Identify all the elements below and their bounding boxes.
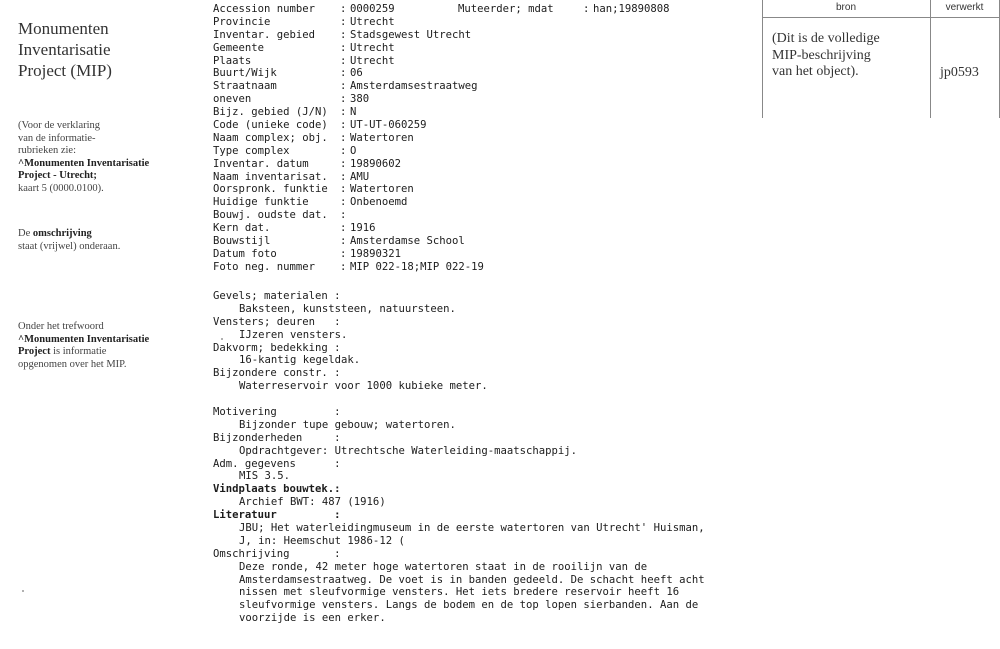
vensters-text: IJzeren vensters. bbox=[239, 328, 348, 341]
mip-title-line: Inventarisatie bbox=[18, 40, 111, 59]
literatuur-text: J, in: Heemschut 1986-12 ( bbox=[239, 534, 405, 547]
record-colon: : bbox=[340, 28, 347, 41]
motivering-heading: Motivering : bbox=[213, 406, 341, 419]
record-label: Inventar. gebied bbox=[213, 28, 316, 41]
record-colon: : bbox=[340, 106, 347, 119]
legend-note bbox=[18, 120, 193, 195]
record-label: Straatnaam bbox=[213, 80, 277, 93]
record-row bbox=[213, 106, 758, 119]
verwerkt-column-header: verwerkt bbox=[945, 2, 984, 13]
record-label: Type complex bbox=[213, 144, 290, 157]
bron-cell-line: (Dit is de volledige bbox=[772, 31, 880, 46]
sidebar bbox=[18, 18, 193, 370]
bijzonderheden-heading: Bijzonderheden : bbox=[213, 431, 341, 444]
record-label: Kern dat. bbox=[213, 222, 271, 235]
bijzondere-constr-heading: Bijzondere constr. : bbox=[213, 367, 341, 380]
record-row bbox=[213, 119, 758, 132]
keyword-note bbox=[18, 321, 193, 371]
record-label: Bijz. gebied (J/N) bbox=[213, 106, 328, 119]
record-row bbox=[213, 145, 758, 158]
record-row bbox=[213, 67, 758, 80]
mip-title-line: Project (MIP) bbox=[18, 61, 112, 80]
omschrijving-text: sleufvormige vensters. Langs de bodem en de top lopen sierbanden. Aan de bbox=[239, 599, 699, 612]
gevels-text: Baksteen, kunststeen, natuursteen. bbox=[239, 302, 456, 315]
record-value: 19890321 bbox=[350, 247, 402, 260]
record-colon: : bbox=[340, 131, 347, 144]
legend-note-line: (Voor de verklaring bbox=[18, 120, 101, 131]
record-colon: : bbox=[340, 247, 347, 260]
vindplaats-text: Archief BWT: 487 (1916) bbox=[239, 496, 386, 509]
record-colon: : bbox=[340, 222, 347, 235]
record-label: Oorspronk. funktie bbox=[213, 183, 328, 196]
record-row bbox=[213, 222, 758, 235]
description-note-bold: omschrijving bbox=[32, 228, 92, 239]
record-value: Amsterdamsestraatweg bbox=[350, 80, 478, 93]
motivering-text: Bijzonder tupe gebouw; watertoren. bbox=[239, 418, 456, 431]
omschrijving-text: nissen met sleufvormige vensters. Het iets bredere reservoir heeft 16 bbox=[239, 586, 680, 599]
record-colon: : bbox=[340, 235, 347, 248]
record-row bbox=[213, 132, 758, 145]
record-value: N bbox=[350, 106, 357, 119]
record-colon: : bbox=[340, 170, 347, 183]
record-row bbox=[213, 261, 758, 274]
muteerder-value: han;19890808 bbox=[593, 3, 670, 15]
legend-note-ref: Project - Utrecht; bbox=[18, 170, 97, 181]
record-row bbox=[213, 209, 758, 222]
record-colon: : bbox=[340, 41, 347, 54]
record-value: O bbox=[350, 144, 357, 157]
mip-title-line: Monumenten bbox=[18, 19, 109, 38]
gevels-heading: Gevels; materialen : bbox=[213, 290, 341, 302]
record-value: Utrecht bbox=[350, 15, 395, 28]
record-value: Utrecht bbox=[350, 54, 395, 67]
legend-note-line: kaart 5 (0000.0100). bbox=[18, 182, 104, 194]
omschrijving-heading: Omschrijving : bbox=[213, 547, 341, 560]
record-label: Provincie bbox=[213, 15, 271, 28]
keyword-note-line: opgenomen over het MIP. bbox=[18, 358, 127, 370]
record-label: Naam complex; obj. bbox=[213, 131, 328, 144]
record-label: Bouwj. oudste dat. bbox=[213, 209, 328, 222]
keyword-note-rest: is informatie bbox=[50, 346, 107, 357]
record-row bbox=[213, 42, 758, 55]
record-value: 06 bbox=[350, 67, 363, 80]
record-colon: : bbox=[340, 196, 347, 209]
record-colon: : bbox=[340, 3, 347, 15]
record-colon: : bbox=[340, 209, 347, 222]
record-sections bbox=[213, 290, 753, 625]
mip-title bbox=[18, 18, 193, 81]
bijzonderheden-text: Opdrachtgever: Utrechtsche Waterleiding-maatschappij. bbox=[239, 444, 578, 457]
description-note-line: staat (vrijwel) onderaan. bbox=[18, 240, 121, 252]
adm-gegevens-heading: Adm. gegevens : bbox=[213, 457, 341, 470]
verwerkt-cell: jp0593 bbox=[940, 65, 979, 80]
record-row bbox=[213, 3, 758, 16]
record-colon: : bbox=[340, 119, 347, 132]
record-value: Amsterdamse School bbox=[350, 235, 465, 248]
record-label: Datum foto bbox=[213, 247, 277, 260]
description-note-line bbox=[18, 228, 193, 241]
record-row bbox=[213, 93, 758, 106]
keyword-note-bold: Project bbox=[18, 346, 51, 357]
omschrijving-text: Deze ronde, 42 meter hoge watertoren staat in de rooilijn van de bbox=[239, 560, 648, 573]
record-value: Utrecht bbox=[350, 41, 395, 54]
record-value: Watertoren bbox=[350, 183, 414, 196]
record-label: Accession number bbox=[213, 3, 316, 15]
record-label: Huidige funktie bbox=[213, 196, 309, 209]
literatuur-heading: Literatuur : bbox=[213, 509, 341, 522]
keyword-note-line: Onder het trefwoord bbox=[18, 321, 104, 332]
adm-gegevens-text: MIS 3.5. bbox=[239, 470, 291, 483]
record-label: Inventar. datum bbox=[213, 157, 309, 170]
record-row bbox=[213, 171, 758, 184]
legend-note-line bbox=[18, 170, 193, 183]
record-value: Watertoren bbox=[350, 131, 414, 144]
record-label: oneven bbox=[213, 93, 252, 106]
record-fields bbox=[213, 3, 758, 274]
record-label: Buurt/Wijk bbox=[213, 67, 277, 80]
table-header-rule bbox=[762, 17, 1000, 18]
legend-note-line: rubrieken zie: bbox=[18, 145, 77, 156]
keyword-note-line bbox=[18, 334, 193, 347]
scan-speck bbox=[22, 590, 24, 592]
legend-note-line bbox=[18, 158, 193, 171]
bron-column-header: bron bbox=[835, 2, 856, 13]
bron-cell bbox=[772, 31, 932, 81]
keyword-note-ref: ^Monumenten Inventarisatie bbox=[18, 333, 150, 345]
keyword-note-line bbox=[18, 346, 193, 359]
record-colon: : bbox=[340, 15, 347, 28]
record-value: 0000259 bbox=[350, 3, 395, 15]
source-table bbox=[762, 0, 1000, 118]
record-label: Bouwstijl bbox=[213, 235, 271, 248]
record-colon: : bbox=[340, 260, 347, 273]
muteerder-label: Muteerder; mdat bbox=[458, 3, 554, 15]
literatuur-text: JBU; Het waterleidingmuseum in de eerste watertoren van Utrecht' Huisman, bbox=[239, 522, 705, 535]
omschrijving-text: Amsterdamsestraatweg. De voet is in banden gedeeld. De schacht heeft acht bbox=[239, 573, 705, 586]
legend-note-line: van de informatie- bbox=[18, 132, 96, 144]
record-label: Foto neg. nummer bbox=[213, 260, 316, 273]
muteerder-colon: : bbox=[583, 3, 590, 15]
record-row bbox=[213, 16, 758, 29]
record-value: Onbenoemd bbox=[350, 196, 408, 209]
scan-speck bbox=[221, 338, 223, 340]
record-colon: : bbox=[340, 80, 347, 93]
bijzondere-constr-text: Waterreservoir voor 1000 kubieke meter. bbox=[239, 380, 488, 393]
description-note bbox=[18, 228, 193, 253]
record-colon: : bbox=[340, 67, 347, 80]
record-colon: : bbox=[340, 93, 347, 106]
record-row bbox=[213, 183, 758, 196]
bron-cell-line: MIP-beschrijving bbox=[772, 47, 871, 63]
description-note-pre: De bbox=[18, 228, 33, 239]
record-label: Naam inventarisat. bbox=[213, 170, 328, 183]
vensters-heading: Vensters; deuren : bbox=[213, 315, 341, 328]
record-row bbox=[213, 248, 758, 261]
record-value: AMU bbox=[350, 170, 370, 183]
record-value: 1916 bbox=[350, 222, 376, 235]
spacer bbox=[213, 393, 753, 406]
record-value: Stadsgewest Utrecht bbox=[350, 28, 472, 41]
record-label: Gemeente bbox=[213, 41, 265, 54]
record-colon: : bbox=[340, 144, 347, 157]
vindplaats-heading: Vindplaats bouwtek.: bbox=[213, 483, 341, 496]
record-row bbox=[213, 158, 758, 171]
record-row bbox=[213, 196, 758, 209]
record-label: Plaats bbox=[213, 54, 252, 67]
record-colon: : bbox=[340, 54, 347, 67]
dakvorm-text: 16-kantig kegeldak. bbox=[239, 354, 361, 367]
omschrijving-text: voorzijde is een erker. bbox=[239, 612, 386, 625]
bron-cell-line: van het object). bbox=[772, 64, 859, 79]
record-row bbox=[213, 29, 758, 42]
dakvorm-heading: Dakvorm; bedekking : bbox=[213, 341, 341, 354]
record-colon: : bbox=[340, 183, 347, 196]
record-value: MIP 022-18;MIP 022-19 bbox=[350, 260, 484, 273]
record-value: 380 bbox=[350, 93, 370, 106]
record-value: 19890602 bbox=[350, 157, 402, 170]
record-row bbox=[213, 235, 758, 248]
record-row bbox=[213, 55, 758, 68]
record-row bbox=[213, 80, 758, 93]
legend-note-ref: ^Monumenten Inventarisatie bbox=[18, 157, 150, 169]
record-label: Code (unieke code) bbox=[213, 119, 328, 132]
record-value: UT-UT-060259 bbox=[350, 119, 427, 132]
record-colon: : bbox=[340, 157, 347, 170]
